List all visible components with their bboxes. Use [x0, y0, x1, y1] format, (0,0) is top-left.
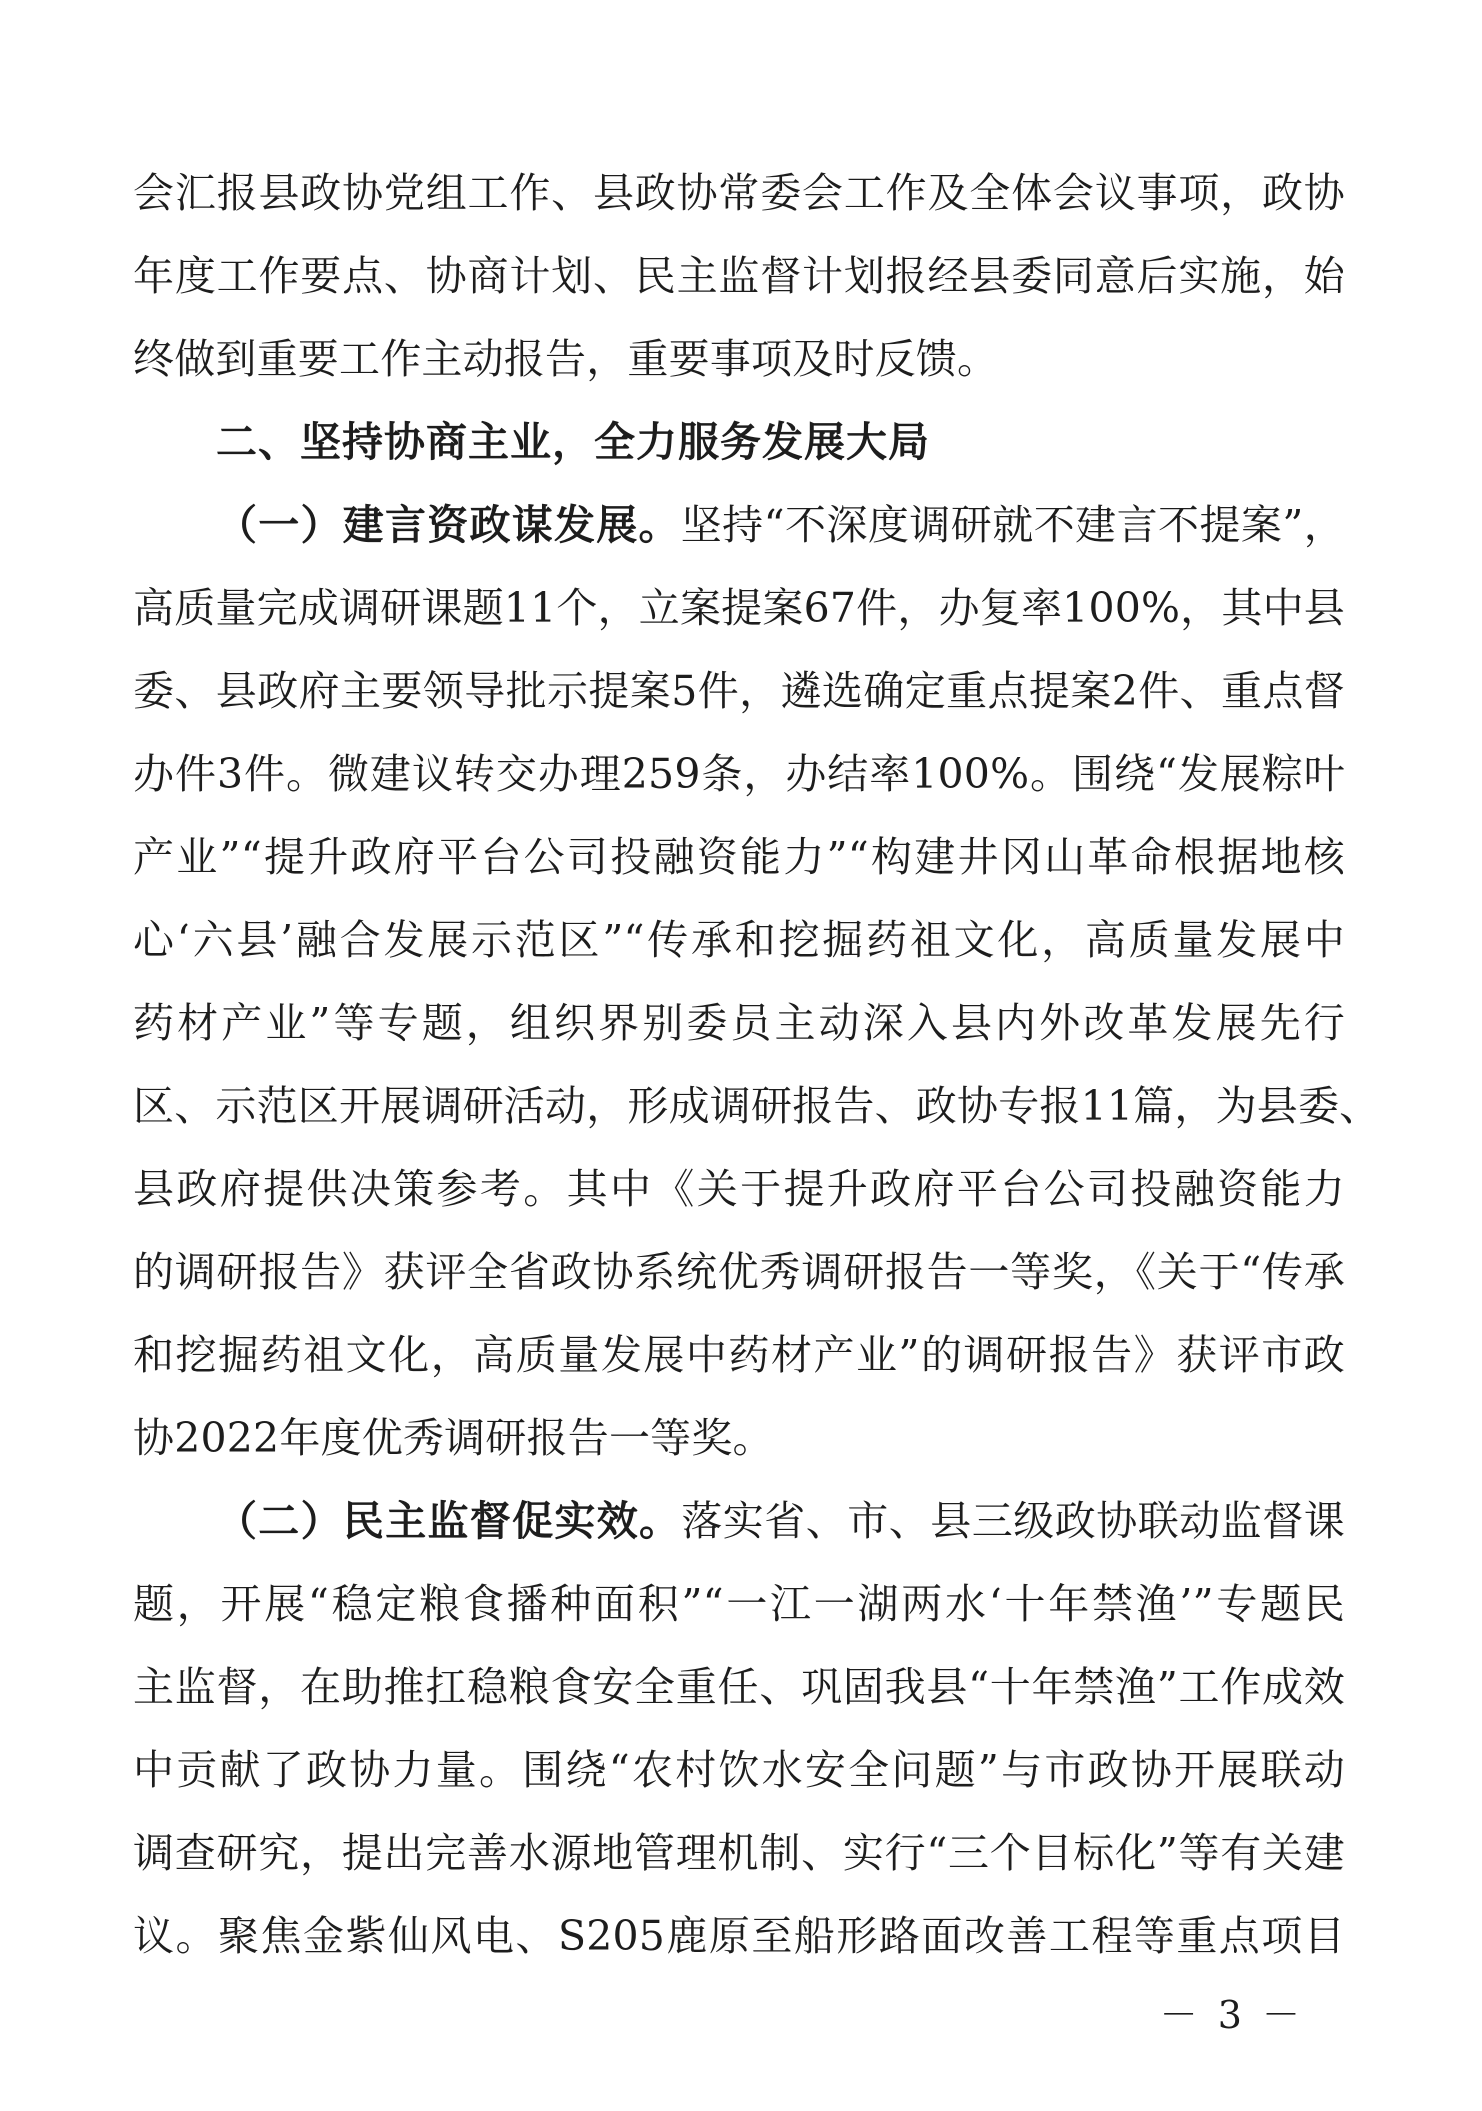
text-line: 药材产业”等专题，组织界别委员主动深入县内外改革发展先行: [133, 999, 1345, 1047]
body-text: [133, 152, 1381, 1978]
text-line: 委、县政府主要领导批示提案5件，遴选确定重点提案2件、重点督: [133, 667, 1345, 715]
text-line: 主监督，在助推扛稳粮食安全重任、巩固我县“十年禁渔”工作成效: [133, 1663, 1345, 1711]
text-line: 题，开展“稳定粮食播种面积”“一江一湖两水‘十年禁渔’”专题民: [133, 1580, 1345, 1628]
text-line: 议。聚焦金紫仙风电、S205鹿原至船形路面改善工程等重点项目: [133, 1912, 1345, 1960]
text-line: 办件3件。微建议转交办理259条，办结率100%。围绕“发展粽叶: [133, 750, 1345, 798]
text-line: 区、示范区开展调研活动，形成调研报告、政协专报11篇，为县委、: [133, 1082, 1381, 1130]
text-line: 年度工作要点、协商计划、民主监督计划报经县委同意后实施，始: [133, 252, 1345, 300]
subsection-heading: （一）建言资政谋发展。: [216, 501, 681, 549]
section-heading: 二、坚持协商主业，全力服务发展大局: [216, 418, 930, 466]
text-line: [133, 484, 1345, 567]
text-line: 心‘六县’融合发展示范区”“传承和挖掘药祖文化，高质量发展中: [133, 916, 1345, 964]
text-line: [133, 1480, 1345, 1563]
text-line: 中贡献了政协力量。围绕“农村饮水安全问题”与市政协开展联动: [133, 1746, 1345, 1794]
text-span: 落实省、市、县三级政协联动监督课: [681, 1497, 1346, 1545]
text-line: 产业”“提升政府平台公司投融资能力”“构建井冈山革命根据地核: [133, 833, 1345, 881]
text-line: 的调研报告》获评全省政协系统优秀调研报告一等奖，《关于“传承: [133, 1248, 1345, 1296]
text-line: 终做到重要工作主动报告，重要事项及时反馈。: [133, 335, 999, 383]
subsection-heading: （二）民主监督促实效。: [216, 1497, 682, 1545]
text-line: 协2022年度优秀调研报告一等奖。: [133, 1414, 774, 1462]
text-span: 坚持“不深度调研就不建言不提案”，: [680, 501, 1345, 549]
text-line: 县政府提供决策参考。其中《关于提升政府平台公司投融资能力: [133, 1165, 1345, 1213]
page-number: － 3 －: [1159, 1993, 1304, 2037]
text-line: 和挖掘药祖文化，高质量发展中药材产业”的调研报告》获评市政: [133, 1331, 1345, 1379]
text-line: 调查研究，提出完善水源地管理机制、实行“三个目标化”等有关建: [133, 1829, 1345, 1877]
text-line: 会汇报县政协党组工作、县政协常委会工作及全体会议事项，政协: [133, 169, 1345, 217]
text-line: 高质量完成调研课题11个，立案提案67件，办复率100%，其中县: [133, 584, 1345, 632]
